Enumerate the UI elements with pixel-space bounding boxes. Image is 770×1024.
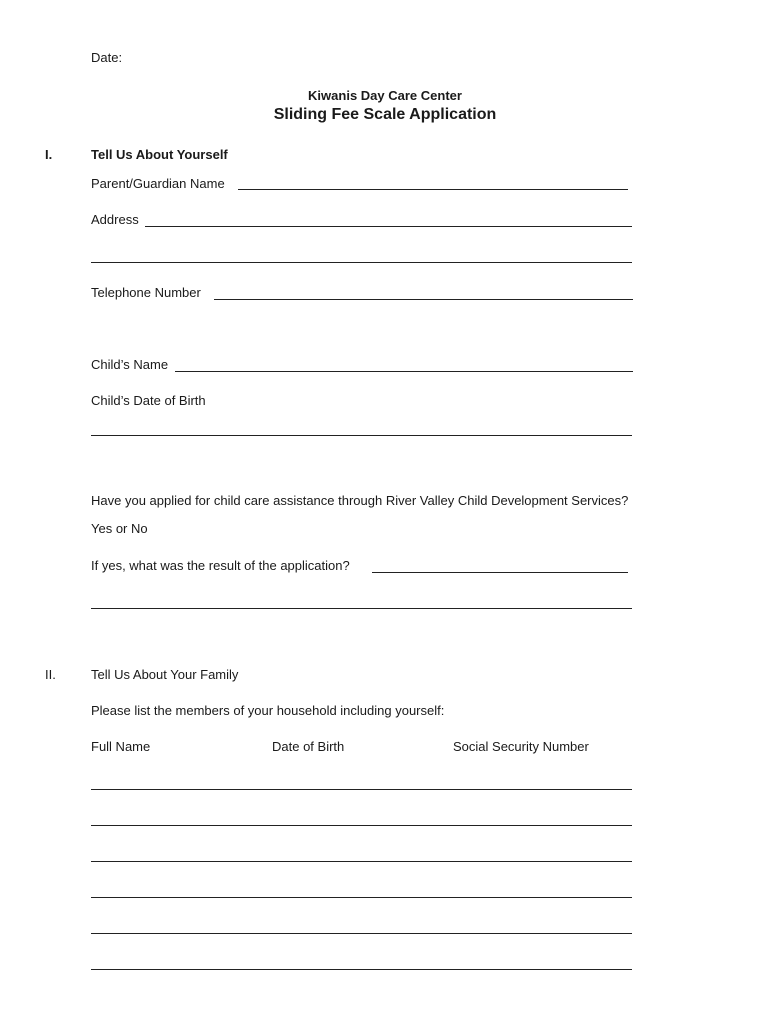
section-2-heading: Tell Us About Your Family (91, 667, 239, 682)
household-instruction: Please list the members of your household including yourself: (91, 703, 445, 718)
organization-name: Kiwanis Day Care Center (308, 88, 462, 103)
column-header-date-of-birth: Date of Birth (272, 739, 345, 754)
parent-guardian-label: Parent/Guardian Name (91, 176, 225, 191)
household-row-line (91, 897, 632, 898)
household-row-line (91, 825, 632, 826)
application-result-line-1 (372, 572, 628, 573)
assistance-question: Have you applied for child care assistance through River Valley Child Development Services? (91, 493, 629, 508)
child-dob-field[interactable] (91, 419, 632, 435)
child-name-label: Child’s Name (91, 357, 169, 372)
section-1-heading: Tell Us About Yourself (91, 147, 228, 162)
date-label: Date: (91, 50, 123, 65)
household-row-field[interactable] (91, 881, 632, 897)
telephone-line (214, 299, 633, 300)
household-row-field[interactable] (91, 809, 632, 825)
household-row-field[interactable] (91, 845, 632, 861)
telephone-label: Telephone Number (91, 285, 201, 300)
section-2-numeral: II. (45, 667, 56, 682)
child-name-line (175, 371, 633, 372)
household-row-line (91, 969, 632, 970)
household-row-field[interactable] (91, 773, 632, 789)
household-row-field[interactable] (91, 953, 632, 969)
address-line-2 (91, 262, 632, 263)
yes-or-no-label: Yes or No (91, 521, 148, 536)
form-title: Sliding Fee Scale Application (273, 106, 497, 123)
application-result-field-1[interactable] (372, 556, 628, 572)
section-1-numeral: I. (45, 147, 53, 162)
household-row-field[interactable] (91, 917, 632, 933)
parent-guardian-line (238, 189, 628, 190)
address-field-1[interactable] (145, 210, 632, 226)
column-header-social-security-number: Social Security Number (453, 739, 589, 754)
telephone-field[interactable] (214, 283, 633, 299)
application-result-field-2[interactable] (91, 592, 632, 608)
parent-guardian-field[interactable] (238, 173, 628, 189)
household-row-line (91, 789, 632, 790)
application-result-line-2 (91, 608, 632, 609)
child-name-field[interactable] (175, 355, 633, 371)
column-header-full-name: Full Name (91, 739, 151, 754)
address-line-1 (145, 226, 632, 227)
address-label: Address (91, 212, 139, 227)
child-dob-label: Child’s Date of Birth (91, 393, 206, 408)
household-row-line (91, 861, 632, 862)
household-row-line (91, 933, 632, 934)
application-result-question: If yes, what was the result of the application? (91, 558, 350, 573)
address-field-2[interactable] (91, 246, 632, 262)
child-dob-line (91, 435, 632, 436)
